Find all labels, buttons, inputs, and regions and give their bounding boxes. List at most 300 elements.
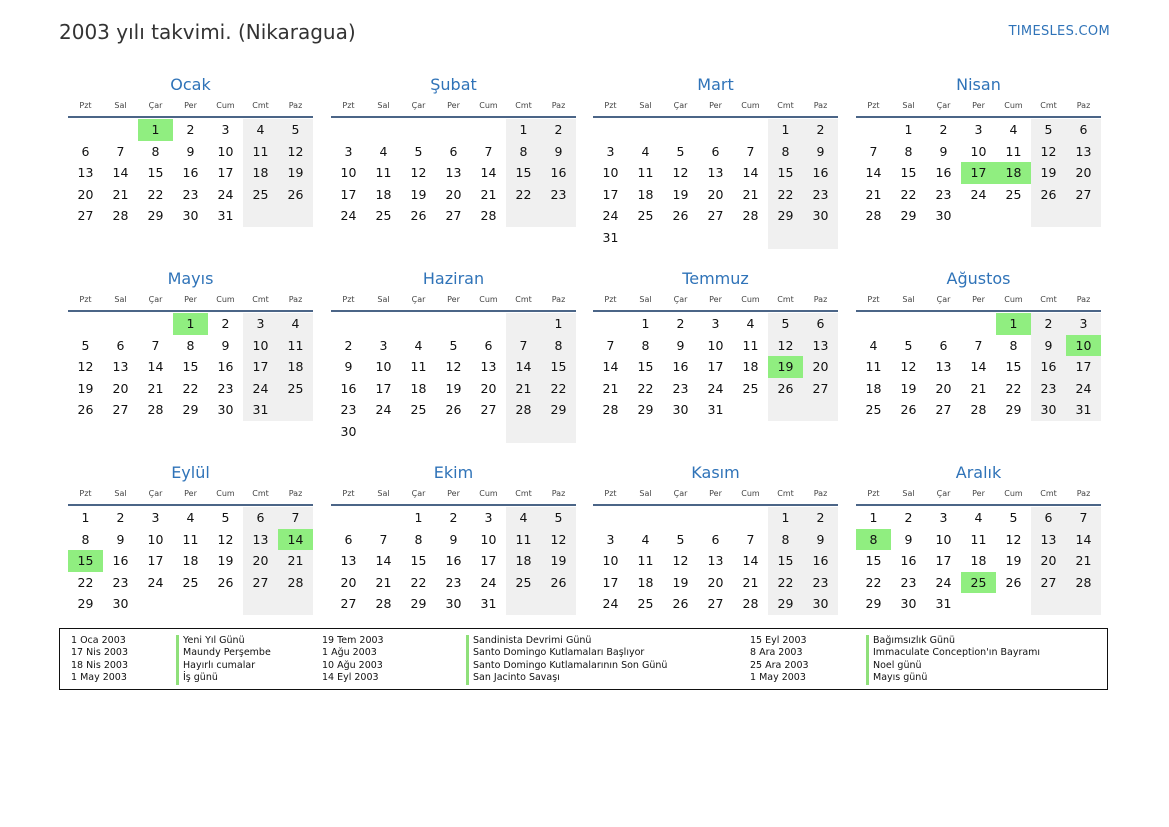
day-cell: 29 [865,596,882,612]
day-cell: 20 [243,550,278,572]
weekday-label: Paz [288,101,303,110]
empty-cell [698,119,733,141]
empty-cell [593,507,628,529]
day-cell: 7 [506,335,541,357]
empty-cell [733,507,768,529]
day-cell: 18 [243,162,278,184]
day-cell: 19 [410,186,427,202]
empty-cell [506,593,541,615]
day-cell: 14 [742,165,759,181]
day-cell: 13 [445,165,462,181]
day-cell: 4 [506,507,541,529]
holiday-date: 25 Ara 2003 [750,659,809,671]
day-cell: 5 [414,143,423,159]
day-cell: 4 [641,531,650,547]
day-cell: 11 [375,165,392,181]
empty-cell [506,421,541,443]
day-cell: 18 [375,186,392,202]
weekday-label: Paz [1076,295,1091,304]
day-cell: 14 [865,165,882,181]
day-cell: 1 [506,119,541,141]
day-cell: 6 [711,143,720,159]
month-name: Mayıs [167,269,214,288]
day-cell: 8 [151,143,160,159]
day-cell: 20 [77,186,94,202]
day-cell: 11 [1005,143,1022,159]
day-cell: 20 [112,380,129,396]
holiday-name: Santo Domingo Kutlamaları Başlıyor [466,647,667,659]
day-cell: 16 [340,380,357,396]
month-11 [593,462,838,615]
weekday-label: Sal [114,295,127,304]
day-cell: 20 [935,380,952,396]
day-cell: 26 [410,208,427,224]
day-cell: 4 [379,143,388,159]
empty-cell [401,421,436,443]
day-cell: 14 [480,165,497,181]
day-cell: 15 [865,553,882,569]
day-cell: 5 [541,507,576,529]
month-6 [331,268,576,443]
day-cell: 5 [449,337,458,353]
month-1 [68,74,313,227]
empty-cell [68,119,103,141]
day-cell: 18 [410,380,427,396]
day-cell: 29 [768,205,803,227]
day-cell: 20 [1031,550,1066,572]
day-cell: 5 [768,313,803,335]
holiday-date: 1 May 2003 [71,672,127,684]
day-cell: 15 [541,356,576,378]
day-cell: 22 [637,380,654,396]
day-cell: 20 [803,356,838,378]
day-cell: 21 [602,380,619,396]
day-cell: 27 [1031,572,1066,594]
day-cell: 26 [445,402,462,418]
weekday-label: Pzt [604,295,617,304]
day-cell: 24 [480,574,497,590]
day-cell: 24 [970,186,987,202]
holiday-date: 10 Ağu 2003 [322,659,383,671]
day-cell: 15 [182,359,199,375]
day-cell: 6 [344,531,353,547]
holiday-day-cell: 10 [1066,335,1101,357]
holiday-name: Bağımsızlık Günü [866,635,1040,647]
empty-cell [401,119,436,141]
day-cell: 5 [676,143,685,159]
day-cell: 5 [676,531,685,547]
month-name: Kasım [691,463,740,482]
day-cell: 5 [904,337,913,353]
day-cell: 2 [344,337,353,353]
day-cell: 7 [484,143,493,159]
day-cell: 23 [803,572,838,594]
day-cell: 31 [707,402,724,418]
day-cell: 3 [606,531,615,547]
weekday-label: Paz [813,101,828,110]
day-cell: 10 [707,337,724,353]
day-cell: 2 [186,122,195,137]
day-cell: 4 [278,313,313,335]
weekday-header [68,96,313,118]
weekday-header [68,484,313,506]
day-cell: 15 [768,550,803,572]
day-cell: 6 [711,531,720,547]
day-cell: 19 [1031,162,1066,184]
empty-cell [366,507,401,529]
empty-cell [891,313,926,335]
weekday-label: Sal [377,295,390,304]
day-cell: 2 [221,316,230,331]
day-cell: 10 [243,335,278,357]
holiday-day-cell: 1 [138,119,173,141]
weekday-label: Çar [148,489,163,498]
day-cell: 4 [869,337,878,353]
empty-cell [733,399,768,421]
empty-cell [628,119,663,141]
holiday-date: 17 Nis 2003 [71,647,128,659]
day-cell: 4 [414,337,423,353]
day-cell: 31 [602,229,619,245]
day-cell: 5 [221,510,230,525]
day-cell: 18 [970,553,987,569]
weekday-label: Per [447,295,460,304]
day-cell: 10 [217,143,234,159]
empty-cell [856,313,891,335]
day-cell: 1 [768,119,803,141]
weekday-header [331,290,576,312]
day-cell: 30 [112,596,129,612]
empty-cell [208,593,243,615]
day-cell: 15 [637,359,654,375]
day-cell: 22 [768,184,803,206]
day-cell: 11 [278,335,313,357]
day-cell: 12 [410,165,427,181]
day-cell: 6 [484,337,493,353]
day-cell: 1 [869,510,878,525]
day-cell: 29 [182,402,199,418]
holiday-day-cell: 1 [996,313,1031,335]
day-cell: 1 [641,316,650,331]
empty-cell [803,399,838,421]
month-7 [593,268,838,421]
day-cell: 29 [1005,402,1022,418]
day-cell: 7 [974,337,983,353]
day-cell: 30 [803,205,838,227]
day-cell: 19 [278,162,313,184]
day-cell: 16 [445,553,462,569]
empty-cell [1066,205,1101,227]
day-cell: 21 [970,380,987,396]
day-cell: 11 [742,337,759,353]
day-cell: 1 [541,313,576,335]
empty-cell [366,119,401,141]
day-cell: 4 [243,119,278,141]
weekday-label: Per [447,101,460,110]
day-cell: 1 [768,507,803,529]
weekday-label: Çar [148,101,163,110]
day-cell: 14 [112,165,129,181]
holiday-name: Hayırlı cumalar [176,660,271,672]
day-cell: 15 [147,165,164,181]
holiday-day-cell: 18 [996,162,1031,184]
weekday-label: Cum [479,489,498,498]
weekday-header [593,484,838,506]
weekday-label: Sal [377,489,390,498]
day-cell: 9 [221,337,230,353]
weekday-label: Per [709,101,722,110]
day-cell: 24 [602,596,619,612]
day-cell: 16 [935,165,952,181]
day-cell: 15 [900,165,917,181]
empty-cell [698,507,733,529]
day-cell: 17 [480,553,497,569]
day-cell: 9 [186,143,195,159]
holiday-day-cell: 8 [856,529,891,551]
day-cell: 12 [217,531,234,547]
day-cell: 16 [217,359,234,375]
day-cell: 9 [449,531,458,547]
day-cell: 8 [904,143,913,159]
day-cell: 7 [606,337,615,353]
day-cell: 17 [1066,356,1101,378]
day-cell: 19 [541,550,576,572]
day-cell: 2 [803,507,838,529]
day-cell: 20 [445,186,462,202]
day-cell: 27 [935,402,952,418]
day-cell: 25 [637,208,654,224]
weekday-header [593,96,838,118]
day-cell: 12 [1031,141,1066,163]
day-cell: 12 [77,359,94,375]
day-cell: 28 [147,402,164,418]
day-cell: 26 [1031,184,1066,206]
day-cell: 3 [221,122,230,137]
day-cell: 24 [217,186,234,202]
day-cell: 17 [602,574,619,590]
empty-cell [138,593,173,615]
holiday-day-cell: 25 [961,572,996,594]
day-grid [68,313,313,421]
day-cell: 13 [803,335,838,357]
empty-cell [173,593,208,615]
empty-cell [243,205,278,227]
weekday-label: Cum [1004,101,1023,110]
day-cell: 30 [803,593,838,615]
day-cell: 10 [480,531,497,547]
weekday-label: Cmt [777,295,794,304]
day-cell: 29 [768,593,803,615]
month-8 [856,268,1101,421]
empty-cell [103,119,138,141]
day-cell: 6 [803,313,838,335]
day-cell: 18 [506,550,541,572]
empty-cell [506,313,541,335]
weekday-label: Cum [1004,295,1023,304]
empty-cell [278,205,313,227]
day-grid [856,313,1101,421]
day-cell: 16 [541,162,576,184]
month-name: Mart [697,75,734,94]
day-cell: 9 [803,529,838,551]
day-cell: 17 [217,165,234,181]
day-cell: 14 [602,359,619,375]
holiday-names-col-3 [866,635,1040,685]
day-grid [331,507,576,615]
day-cell: 11 [506,529,541,551]
day-cell: 13 [707,165,724,181]
holiday-name: Maundy Perşembe [176,647,271,659]
day-cell: 19 [900,380,917,396]
weekday-label: Paz [551,489,566,498]
weekday-label: Sal [377,101,390,110]
weekday-label: Sal [902,489,915,498]
day-cell: 26 [768,378,803,400]
day-cell: 20 [707,186,724,202]
day-cell: 3 [711,316,720,331]
day-cell: 26 [217,574,234,590]
weekday-label: Cmt [1040,489,1057,498]
day-cell: 5 [1031,119,1066,141]
day-cell: 24 [707,380,724,396]
day-cell: 16 [803,550,838,572]
day-cell: 28 [742,208,759,224]
empty-cell [593,313,628,335]
day-cell: 28 [1066,572,1101,594]
day-cell: 26 [900,402,917,418]
day-cell: 11 [182,531,199,547]
month-9 [68,462,313,615]
day-cell: 3 [484,510,493,525]
day-cell: 22 [410,574,427,590]
day-cell: 13 [707,553,724,569]
holiday-name: Yeni Yıl Günü [176,635,271,647]
weekday-label: Cmt [252,489,269,498]
day-cell: 8 [186,337,195,353]
weekday-label: Per [184,295,197,304]
weekday-label: Sal [639,295,652,304]
day-cell: 12 [672,553,689,569]
weekday-label: Cum [741,489,760,498]
empty-cell [996,205,1031,227]
day-cell: 18 [865,380,882,396]
day-cell: 23 [445,574,462,590]
holiday-day-cell: 1 [173,313,208,335]
empty-cell [138,313,173,335]
empty-cell [961,313,996,335]
day-cell: 15 [410,553,427,569]
day-cell: 20 [340,574,357,590]
day-grid [68,507,313,615]
day-cell: 31 [935,596,952,612]
day-cell: 22 [900,186,917,202]
day-cell: 18 [637,186,654,202]
day-cell: 6 [449,143,458,159]
weekday-label: Per [972,489,985,498]
day-cell: 31 [1066,399,1101,421]
day-cell: 10 [375,359,392,375]
day-cell: 23 [541,184,576,206]
day-cell: 13 [480,359,497,375]
day-cell: 8 [414,531,423,547]
day-cell: 28 [480,208,497,224]
day-cell: 6 [1031,507,1066,529]
day-cell: 19 [217,553,234,569]
empty-cell [436,421,471,443]
day-cell: 10 [147,531,164,547]
day-cell: 4 [186,510,195,525]
month-name: Eylül [171,463,210,482]
day-grid [331,313,576,443]
site-link[interactable]: TIMESLES.COM [1008,24,1110,39]
day-cell: 5 [1009,510,1018,525]
weekday-label: Çar [673,489,688,498]
day-cell: 17 [602,186,619,202]
day-cell: 26 [541,572,576,594]
day-cell: 17 [375,380,392,396]
month-10 [331,462,576,615]
day-cell: 3 [974,122,983,137]
day-cell: 29 [900,208,917,224]
day-cell: 8 [81,531,90,547]
weekday-label: Cmt [1040,101,1057,110]
day-cell: 7 [869,143,878,159]
empty-cell [436,313,471,335]
day-cell: 4 [974,510,983,525]
empty-cell [961,205,996,227]
day-cell: 21 [147,380,164,396]
empty-cell [926,313,961,335]
holiday-day-cell: 19 [768,356,803,378]
weekday-label: Pzt [604,489,617,498]
day-cell: 17 [935,553,952,569]
day-cell: 24 [375,402,392,418]
day-cell: 23 [900,574,917,590]
day-cell: 14 [970,359,987,375]
day-cell: 30 [182,208,199,224]
holiday-names-col-1 [176,635,271,685]
day-cell: 16 [803,162,838,184]
day-cell: 13 [1031,529,1066,551]
month-12 [856,462,1101,615]
day-cell: 2 [449,510,458,525]
day-cell: 19 [672,574,689,590]
weekday-label: Per [972,295,985,304]
day-cell: 30 [445,596,462,612]
empty-cell [278,593,313,615]
day-cell: 21 [742,186,759,202]
empty-cell [628,227,663,249]
day-cell: 27 [243,572,278,594]
month-name: Haziran [422,269,485,288]
day-cell: 6 [81,143,90,159]
empty-cell [996,593,1031,615]
page-title: 2003 yılı takvimi. (Nikaragua) [59,20,356,44]
day-cell: 2 [116,510,125,525]
day-cell: 27 [480,402,497,418]
day-cell: 4 [746,316,755,331]
weekday-label: Pzt [79,295,92,304]
day-cell: 27 [445,208,462,224]
day-cell: 7 [746,143,755,159]
day-cell: 28 [506,399,541,421]
day-cell: 25 [375,208,392,224]
day-cell: 5 [278,119,313,141]
day-cell: 29 [637,402,654,418]
day-cell: 26 [1005,574,1022,590]
empty-cell [331,507,366,529]
day-cell: 12 [900,359,917,375]
